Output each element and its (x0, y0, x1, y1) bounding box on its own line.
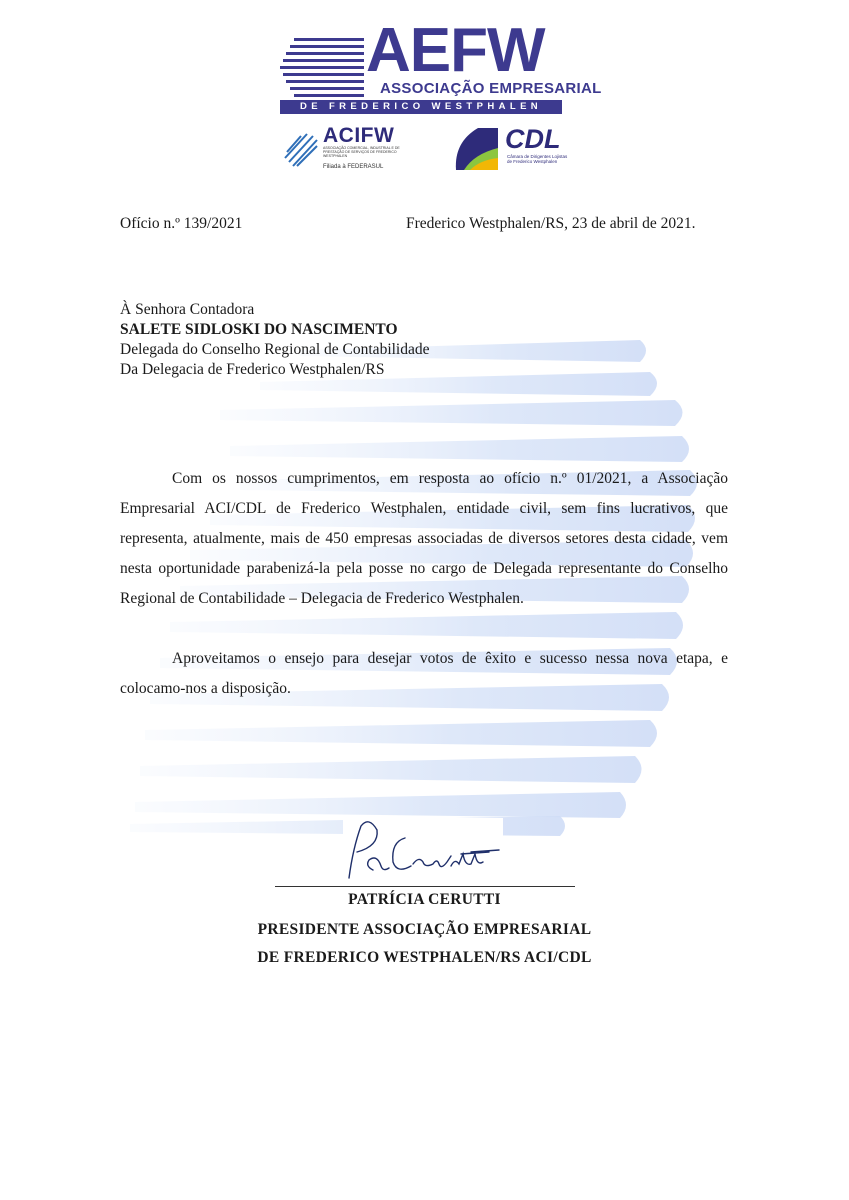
cdl-emblem-icon (450, 126, 502, 172)
handwritten-signature (343, 818, 503, 884)
recipient-salutation: À Senhora Contadora (120, 301, 255, 318)
acifw-fullname: ASSOCIAÇÃO COMERCIAL, INDUSTRIAL E DE PRESTAÇÃO DE SERVIÇOS DE FREDERICO WESTPHALEN (323, 146, 400, 158)
place-date: Frederico Westphalen/RS, 23 de abril de 2021. (406, 215, 696, 232)
signature-line (275, 886, 575, 887)
office-number: Ofício n.º 139/2021 (120, 215, 243, 232)
cdl-fullname: Câmara de Dirigentes Lojistas de Frederico Westphalen (507, 154, 568, 164)
speed-lines-icon (280, 34, 370, 104)
cdl-logo (450, 124, 570, 174)
recipient-office: Da Delegacia de Frederico Westphalen/RS (120, 361, 385, 378)
acifw-acronym: ACIFW (323, 124, 395, 147)
body-paragraph-2: Aproveitamos o ensejo para desejar votos de êxito e sucesso nessa nova etapa, e colocamo-nos a disposição. (120, 650, 728, 697)
cdl-acronym: CDL (505, 124, 561, 154)
signatory-name: PATRÍCIA CERUTTI (348, 891, 501, 908)
aefw-logo (280, 16, 602, 120)
body-paragraph-1: Com os nossos cumprimentos, em resposta ao ofício n.º 01/2021, a Associação Empresarial ACI/CDL de Frederico Westphalen, entidade civil, sem fins lucrativos, que representa, atualmente, mais de 450 empresas associadas de diversos setores desta cidade, vem nesta oportunidade parabenizá-la pela posse no cargo de Delegada representante do Conselho Regional de Contabilidade – Delegacia de Frederico Westphalen. (120, 470, 728, 607)
signature-area (343, 818, 503, 884)
signatory-title-2: DE FREDERICO WESTPHALEN/RS ACI/CDL (257, 949, 592, 966)
acifw-logo (283, 124, 428, 174)
recipient-name: SALETE SIDLOSKI DO NASCIMENTO (120, 321, 398, 338)
acifw-affiliation: Filiada à FEDERASUL (323, 164, 384, 170)
aefw-city-band: DE FREDERICO WESTPHALEN (280, 100, 562, 114)
recipient-role: Delegada do Conselho Regional de Contabilidade (120, 341, 430, 358)
aefw-name: ASSOCIAÇÃO EMPRESARIAL (380, 80, 602, 97)
acifw-emblem-icon (283, 128, 321, 168)
signatory-title-1: PRESIDENTE ASSOCIAÇÃO EMPRESARIAL (257, 921, 592, 938)
aefw-acronym: AEFW (366, 16, 545, 85)
